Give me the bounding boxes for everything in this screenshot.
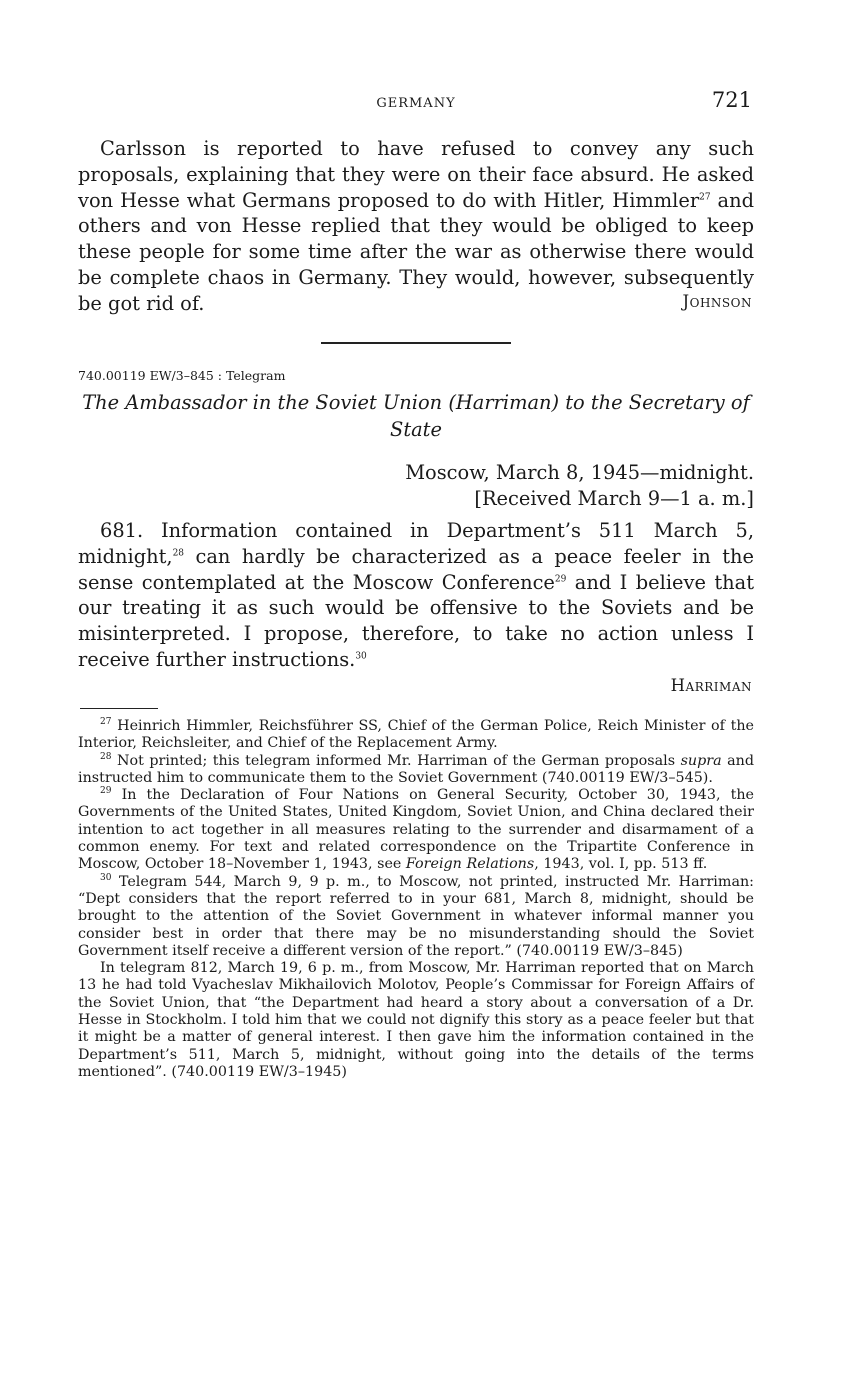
footnote-italic: Foreign Relations <box>405 856 535 873</box>
footnote-text-cont: and instructed him to communicate them to the Soviet Government (740.00119 EW/3–545). <box>78 752 755 786</box>
footnote-ref-29: 29 <box>554 574 567 585</box>
footnote-number: 27 <box>100 717 112 728</box>
footnote-text: Heinrich Himmler, Reichsführer SS, Chief of the German Police, Reich Minister of the Interior, Reichsleiter, and Chief of the Replacement Army. <box>78 718 754 752</box>
footnote-text: Not printed; this telegram informed Mr. Harriman of the German proposals <box>116 752 681 769</box>
telegram-body <box>78 518 754 673</box>
received-line: [Received March 9—1 a. m.] <box>474 487 754 510</box>
footnote-30-continued: In telegram 812, March 19, 6 p. m., from Moscow, Mr. Harriman reported that on March 13 he had told Vyacheslav Mikhailovich Molotov, People’s Commissar for Foreign Affairs of the Soviet Union, that “the Department had heard a story about a conversation of a Dr. Hesse in Stockholm. I told him that we could not dignify this story as a peace feeler but that it might be a matter of general interest. I then gave him the information contained in the Department’s 511, March 5, midnight, without going into the details of the terms mentioned”. (740.00119 EW/3–1945) <box>78 960 754 1080</box>
footnote-28 <box>78 753 754 788</box>
signature-johnson: Johnson <box>682 292 752 311</box>
running-title: GERMANY <box>376 96 456 111</box>
signature-harriman: Harriman <box>670 676 752 695</box>
document-title: The Ambassador in the Soviet Union (Harriman) to the Secretary of State <box>82 391 750 441</box>
dateline: Moscow, March 8, 1945—midnight. <box>405 461 754 484</box>
body-text-1: 681. Information contained in Department’s 511 March 5, midnight, <box>78 519 754 568</box>
footnote-divider <box>80 708 158 709</box>
footnote-number: 30 <box>100 872 112 883</box>
section-divider <box>321 342 511 344</box>
footnote-italic: supra <box>680 752 722 769</box>
footnote-text: In the Declaration of Four Nations on General Security, October 30, 1943, the Governments of the United States, United Kingdom, Soviet Union, and China declared their intention to act together in all measures relating to the surrender and disarmament of a common enemy. For text and related correspondence on the Tripartite Conference in Moscow, October 18–November 1, 1943, see <box>78 787 755 873</box>
footnote-number: 29 <box>100 786 112 797</box>
paragraph-text: Carlsson is reported to have refused to convey any such proposals, explaining that they were on their face absurd. He asked von Hesse what Germans proposed to do with Hitler, Himmler <box>78 137 754 212</box>
paragraph-text-cont: and others and von Hesse replied that they would be obliged to keep these people for some time after the war as otherwise there would be complete chaos in Germany. They would, however, subsequently be got rid of. <box>78 188 754 315</box>
footnotes <box>78 718 754 1081</box>
footnote-29 <box>78 787 754 873</box>
previous-message-paragraph <box>78 136 754 317</box>
running-head <box>78 88 754 118</box>
footnote-ref-28: 28 <box>172 548 185 559</box>
footnote-text-cont: , 1943, vol. I, pp. 513 ff. <box>534 856 708 873</box>
footnote-text: Telegram 544, March 9, 9 p. m., to Moscow, not printed, instructed Mr. Harriman: “Dept considers that the report referred to in your 681, March 8, midnight, should be brought to the attention of the Soviet Government in whatever informal manner you consider best in order that there may be no misunderstanding should the Soviet Government itself receive a different version of the report.” (740.00119 EW/3–845) <box>78 873 754 959</box>
body-text-2: can hardly be characterized as a peace feeler in the sense contemplated at the Moscow Conference <box>78 544 754 594</box>
page-number: 721 <box>711 88 752 112</box>
footnote-number: 28 <box>100 751 112 762</box>
footnote-ref-30: 30 <box>355 651 367 662</box>
footnote-ref-27: 27 <box>699 192 711 203</box>
footnote-27 <box>78 718 754 753</box>
file-reference: 740.00119 EW/3–845 : Telegram <box>78 368 286 383</box>
footnote-30 <box>78 874 754 960</box>
body-text-3: and I believe that our treating it as such would be offensive to the Soviets and be misinterpreted. I propose, therefore, to take no action unless I receive further instructions. <box>78 570 755 671</box>
